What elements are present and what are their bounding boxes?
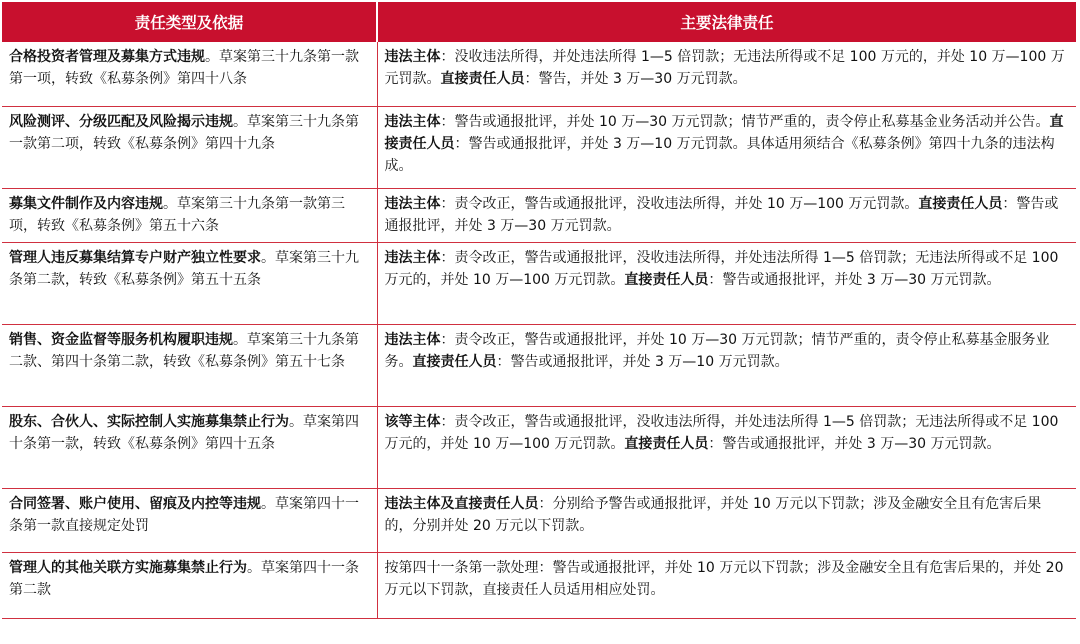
liability-detail-text: ：警告或通报批评，并处 3 万—30 万元罚款。 bbox=[708, 271, 1001, 288]
liability-detail-text: ：警告，并处 3 万—30 万元罚款。 bbox=[524, 71, 747, 87]
liability-type-cell bbox=[2, 188, 377, 242]
liability-subject-label: 直接责任人员 bbox=[624, 271, 709, 288]
liability-subject-label: 直接责任人员 bbox=[412, 353, 497, 370]
liability-detail-text: ：责令改正，警告或通报批评，并处 10 万—30 万元罚款；情节严重的，责令停止私募基金服务业务。 bbox=[384, 331, 1050, 370]
liability-subject-label: 违法主体 bbox=[384, 249, 441, 266]
table-row bbox=[2, 406, 1076, 488]
table-body bbox=[2, 42, 1076, 618]
liability-table-container bbox=[2, 2, 1076, 619]
liability-type-title: 募集文件制作及内容违规 bbox=[9, 195, 163, 212]
table-row bbox=[2, 42, 1076, 106]
header-liability-type: 责任类型及依据 bbox=[2, 2, 377, 42]
legal-liability-cell bbox=[377, 406, 1076, 488]
liability-type-title: 合同签署、账户使用、留痕及内控等违规 bbox=[9, 495, 261, 512]
liability-subject-label: 直接责任人员 bbox=[440, 71, 525, 87]
liability-detail-text: ：分别给予警告或通报批评，并处 10 万元以下罚款；涉及金融安全且有危害后果的，分别并处 20 万元以下罚款。 bbox=[384, 495, 1042, 534]
liability-subject-label: 直接责任人员 bbox=[384, 113, 1064, 152]
liability-type-cell bbox=[2, 106, 377, 188]
liability-subject-label: 该等主体 bbox=[384, 413, 441, 430]
table-header-row bbox=[2, 2, 1076, 42]
liability-basis-text: 。草案第三十九条第一款第二项，转致《私募条例》第四十九条 bbox=[9, 113, 359, 152]
liability-basis-text: 。草案第三十九条第一款第三项，转致《私募条例》第五十六条 bbox=[9, 195, 345, 234]
liability-basis-text: 。草案第四十一条第一款直接规定处罚 bbox=[9, 495, 359, 534]
liability-detail-text: ：警告或通报批评，并处 3 万—30 万元罚款。 bbox=[384, 195, 1059, 234]
liability-subject-label: 直接责任人员 bbox=[918, 195, 1003, 212]
legal-liability-cell bbox=[377, 242, 1076, 324]
liability-basis-text: 。草案第四十一条第二款 bbox=[9, 559, 359, 598]
liability-detail-text: ：责令改正，警告或通报批评，没收违法所得，并处 10 万—100 万元罚款。 bbox=[440, 195, 919, 212]
liability-detail-text: ：警告或通报批评，并处 3 万—10 万元罚款。具体适用须结合《私募条例》第四十九条的违法构成。 bbox=[384, 135, 1055, 174]
liability-type-title: 销售、资金监督等服务机构履职违规 bbox=[9, 331, 233, 348]
liability-table bbox=[2, 2, 1076, 619]
liability-type-title: 管理人的其他关联方实施募集禁止行为 bbox=[9, 559, 247, 576]
liability-detail-text: 按第四十一条第一款处理：警告或通报批评，并处 10 万元以下罚款；涉及金融安全且有危害后果的，并处 20 万元以下罚款，直接责任人员适用相应处罚。 bbox=[384, 559, 1064, 598]
table-row bbox=[2, 488, 1076, 552]
liability-type-cell bbox=[2, 488, 377, 552]
table-row bbox=[2, 324, 1076, 406]
table-row bbox=[2, 106, 1076, 188]
liability-subject-label: 直接责任人员 bbox=[624, 435, 709, 452]
liability-type-title: 合格投资者管理及募集方式违规 bbox=[9, 49, 205, 65]
legal-liability-cell bbox=[377, 488, 1076, 552]
liability-type-cell bbox=[2, 42, 377, 106]
table-row bbox=[2, 242, 1076, 324]
liability-subject-label: 违法主体 bbox=[384, 49, 441, 65]
table-row bbox=[2, 188, 1076, 242]
legal-liability-cell bbox=[377, 42, 1076, 106]
liability-detail-text: ：警告或通报批评，并处 3 万—10 万元罚款。 bbox=[496, 353, 789, 370]
header-legal-liability: 主要法律责任 bbox=[377, 2, 1076, 42]
liability-type-title: 风险测评、分级匹配及风险揭示违规 bbox=[9, 113, 233, 130]
liability-type-cell bbox=[2, 406, 377, 488]
liability-basis-text: 。草案第三十九条第一款第一项，转致《私募条例》第四十八条 bbox=[9, 49, 359, 87]
liability-subject-label: 违法主体及直接责任人员 bbox=[384, 495, 539, 512]
liability-detail-text: ：责令改正，警告或通报批评，没收违法所得，并处违法所得 1—5 倍罚款；无违法所得或不足 100 万元的，并处 10 万—100 万元罚款。 bbox=[384, 249, 1059, 288]
liability-type-title: 股东、合伙人、实际控制人实施募集禁止行为 bbox=[9, 413, 289, 430]
liability-subject-label: 违法主体 bbox=[384, 331, 441, 348]
liability-type-cell bbox=[2, 242, 377, 324]
liability-basis-text: 。草案第四十条第一款，转致《私募条例》第四十五条 bbox=[9, 413, 359, 452]
liability-detail-text: ：没收违法所得，并处违法所得 1—5 倍罚款；无违法所得或不足 100 万元的，并处 10 万—100 万元罚款。 bbox=[384, 49, 1065, 87]
liability-detail-text: ：责令改正，警告或通报批评，没收违法所得，并处违法所得 1—5 倍罚款；无违法所得或不足 100 万元的，并处 10 万—100 万元罚款。 bbox=[384, 413, 1059, 452]
liability-subject-label: 违法主体 bbox=[384, 195, 441, 212]
legal-liability-cell bbox=[377, 188, 1076, 242]
legal-liability-cell bbox=[377, 106, 1076, 188]
liability-detail-text: ：警告或通报批评，并处 3 万—30 万元罚款。 bbox=[708, 435, 1001, 452]
liability-type-title: 管理人违反募集结算专户财产独立性要求 bbox=[9, 249, 261, 266]
legal-liability-cell bbox=[377, 552, 1076, 618]
legal-liability-cell bbox=[377, 324, 1076, 406]
liability-detail-text: ：警告或通报批评，并处 10 万—30 万元罚款；情节严重的，责令停止私募基金业务活动并公告。 bbox=[440, 113, 1050, 130]
liability-basis-text: 。草案第三十九条第二款、第四十条第二款，转致《私募条例》第五十七条 bbox=[9, 331, 359, 370]
table-row bbox=[2, 552, 1076, 618]
liability-basis-text: 。草案第三十九条第二款，转致《私募条例》第五十五条 bbox=[9, 249, 359, 288]
liability-type-cell bbox=[2, 324, 377, 406]
liability-subject-label: 违法主体 bbox=[384, 113, 441, 130]
liability-type-cell bbox=[2, 552, 377, 618]
